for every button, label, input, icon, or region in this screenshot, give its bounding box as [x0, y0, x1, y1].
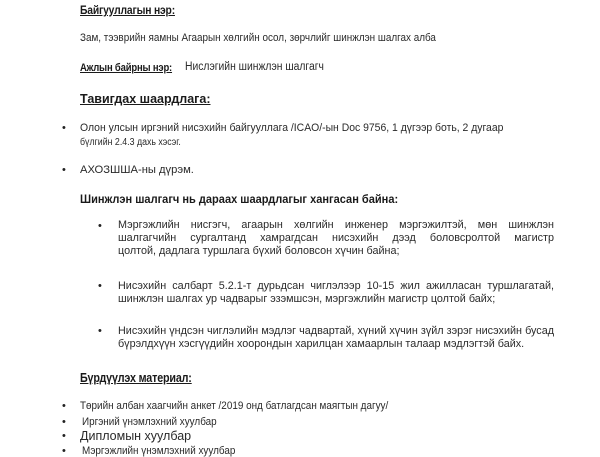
bullet-icon: • [98, 325, 102, 337]
bullet-icon: • [62, 122, 66, 134]
qualification-text [118, 219, 554, 258]
material-text: Дипломын хуулбар [80, 429, 192, 443]
requirements-heading: Тавигдах шаардлага: [80, 92, 211, 106]
requirement-line: бүлгийн 2.4.3 дахь хэсэг. [80, 137, 181, 148]
bullet-icon: • [62, 416, 66, 428]
qualification-line: Нисэхийн салбарт 5.2.1-т дурьдсан чиглэлээр 10-15 жил ажилласан туршлагатай, [118, 280, 554, 292]
requirement-line: Олон улсын иргэний нисэхийн байгууллага /ICAO/-ын Doc 9756, 1 дүгээр боть, 2 дугаар [80, 122, 504, 134]
qualification-text [118, 325, 554, 351]
org-name: Зам, тээврийн яамны Агаарын хөлгийн осол, зөрчлийг шинжлэн шалгах алба [80, 32, 436, 44]
bullet-icon: • [98, 280, 102, 292]
qualification-line: шалгагчийн сургалтанд хамрагдсан нисэхийн дээд боловсролтой магистр [118, 232, 554, 244]
qualification-line: Нисэхийн үндсэн чиглэлийн мэдлэг чадвартай, хүний хүчин зүйл зэрэг нисэхийн бусад [118, 325, 554, 337]
qualification-line: шинжлэн шалгах ур чадварыг эзэмшсэн, мэргэжлийн магистр цолтой байх; [118, 293, 496, 305]
qualification-line: цолтой, дадлага туршлага бүхий боловсон хүчин байна; [118, 245, 400, 257]
material-text: Төрийн албан хаагчийн анкет /2019 онд батлагдсан маягтын дагуу/ [80, 400, 389, 412]
org-heading: Байгууллагын нэр: [80, 3, 175, 17]
qualification-line: Мэргэжлийн нисгэгч, агаарын хөлгийн инженер мэргэжилтэй, мөн шинжлэн [118, 219, 554, 231]
qualification-line: бүрэлдхүүн хэсгүүдийн хоорондын харилцан хамаарлын талаар мэдлэгтэй байх. [118, 338, 525, 350]
bullet-icon: • [98, 220, 102, 232]
qualification-text [118, 280, 554, 306]
material-text: Мэргэжлийн үнэмлэхний хуулбар [82, 445, 236, 457]
bullet-icon: • [62, 445, 66, 457]
materials-heading: Бүрдүүлэх материал: [80, 371, 192, 385]
bullet-icon: • [62, 430, 66, 442]
bullet-icon: • [62, 164, 66, 176]
bullet-icon: • [62, 400, 66, 412]
position-label: Ажлын байрны нэр: [80, 62, 173, 74]
position-value: Нислэгийн шинжлэн шалгагч [185, 61, 324, 73]
material-text: Иргэний үнэмлэхний хуулбар [82, 416, 217, 428]
requirement-line: АХОЗШША-ны дүрэм. [80, 164, 194, 176]
qualification-intro: Шинжлэн шалгагч нь дараах шаардлагыг хангасан байна: [80, 192, 399, 206]
